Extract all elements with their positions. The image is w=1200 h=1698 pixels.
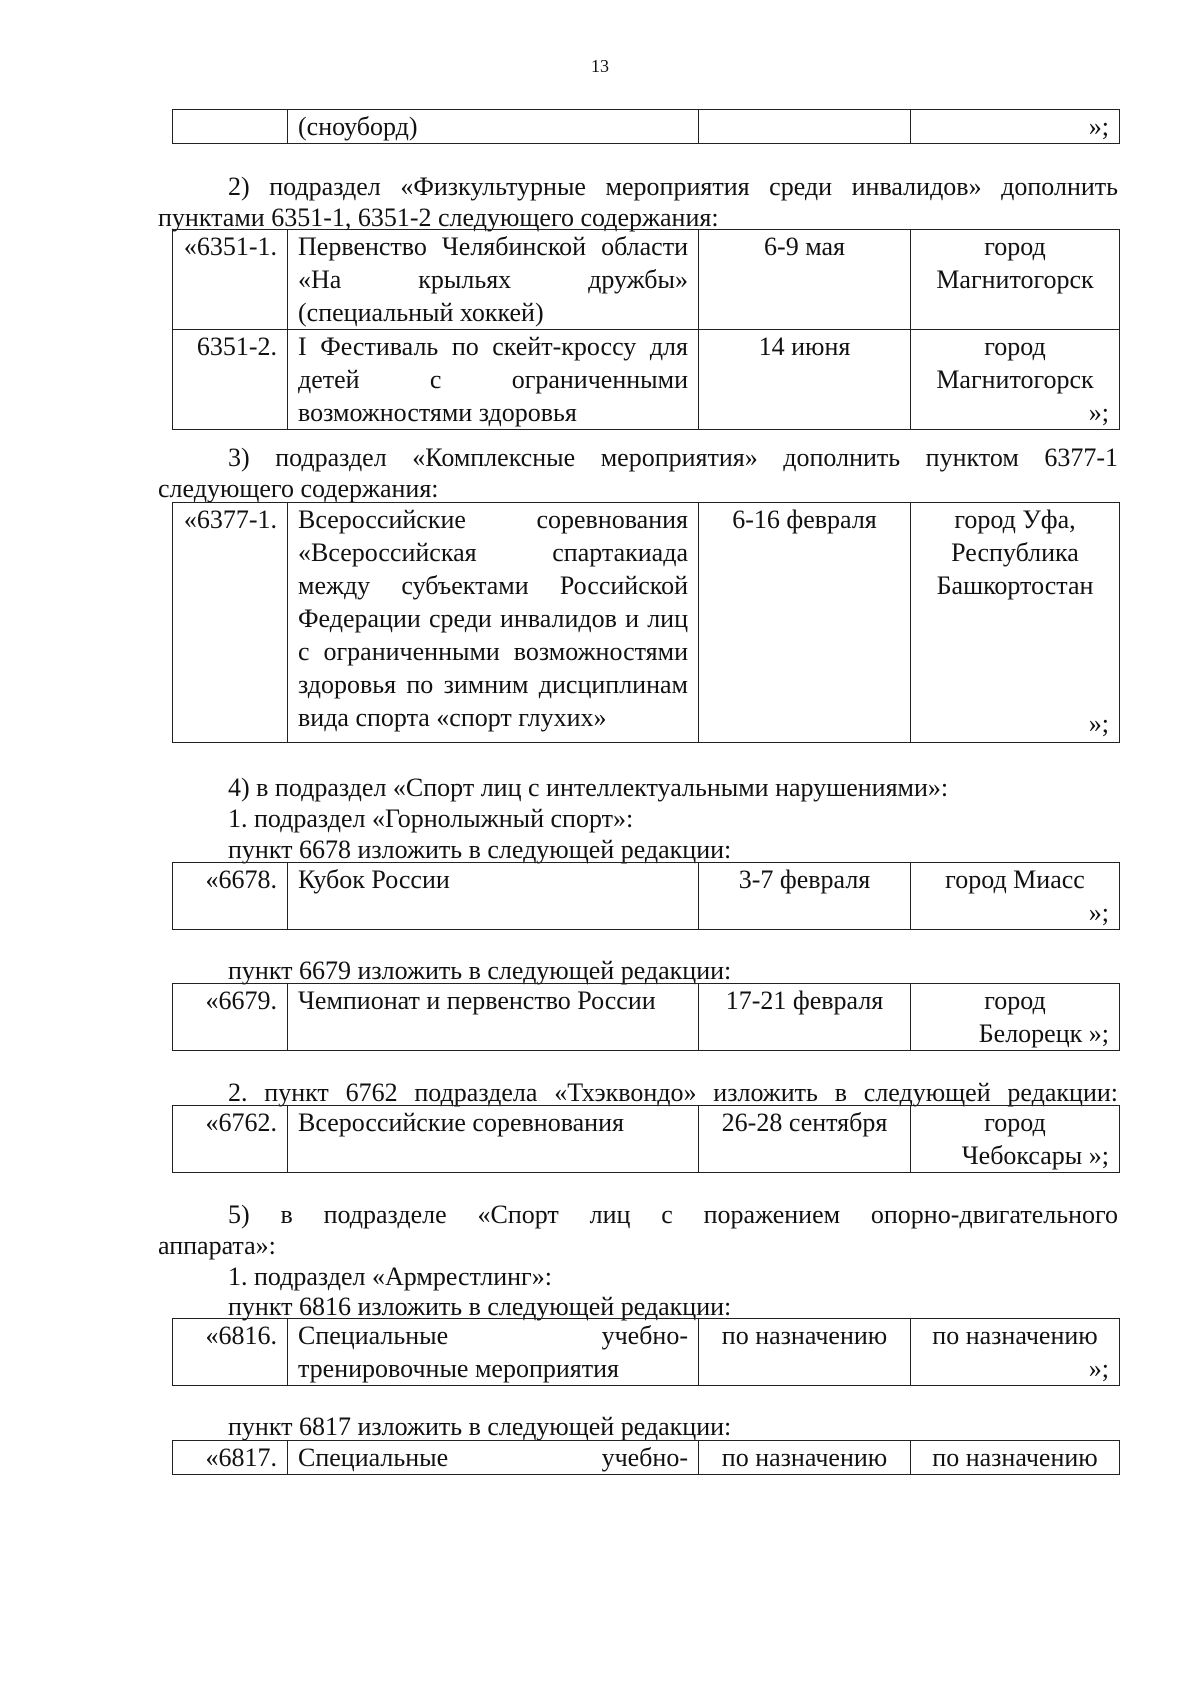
item-number: «6679. bbox=[173, 984, 288, 1051]
table-row bbox=[173, 110, 1120, 144]
event-title: Первенство Челябинской области «На крыльях дружбы» (специальный хоккей) bbox=[288, 230, 699, 330]
event-place-text: город Магнитогорск bbox=[936, 332, 1094, 394]
table-6679 bbox=[172, 983, 1120, 1051]
event-place-text: город Миасс bbox=[945, 865, 1085, 894]
event-place: город Магнитогорск bbox=[911, 230, 1120, 330]
item-number bbox=[173, 110, 288, 144]
table-section2 bbox=[172, 229, 1120, 430]
item-number: «6817. bbox=[173, 1441, 288, 1475]
event-title: Специальные учебно- bbox=[288, 1441, 699, 1475]
section4-line2: 1. подраздел «Горнолыжный спорт»: bbox=[228, 804, 634, 833]
event-date: по назначению bbox=[699, 1441, 911, 1475]
table-6762 bbox=[172, 1105, 1120, 1173]
table-row bbox=[173, 230, 1120, 330]
section3-line2: следующего содержания: bbox=[158, 474, 439, 503]
closing-quote: »; bbox=[1088, 112, 1109, 141]
event-place-text: город bbox=[984, 986, 1046, 1015]
event-date: 14 июня bbox=[699, 330, 911, 430]
table-6678 bbox=[172, 862, 1120, 930]
section3-line1: 3) подраздел «Комплексные мероприятия» дополнить пунктом 6377-1 bbox=[228, 443, 1118, 472]
event-place bbox=[911, 1106, 1120, 1173]
section5-line1: 5) в подразделе «Спорт лиц с поражением опорно-двигательного bbox=[228, 1200, 1118, 1229]
table-row bbox=[173, 1441, 1120, 1475]
page-number: 13 bbox=[591, 56, 609, 76]
event-date: 26-28 сентября bbox=[699, 1106, 911, 1173]
item-number: «6762. bbox=[173, 1106, 288, 1173]
table-row bbox=[173, 984, 1120, 1051]
event-date: 6-9 мая bbox=[699, 230, 911, 330]
event-date: 17-21 февраля bbox=[699, 984, 911, 1051]
section2-line1: 2) подраздел «Физкультурные мероприятия среди инвалидов» дополнить bbox=[228, 172, 1118, 201]
event-place bbox=[911, 1319, 1120, 1386]
event-title: (сноуборд) bbox=[288, 110, 699, 144]
section2-line2: пунктами 6351-1, 6351-2 следующего содержания: bbox=[158, 203, 719, 232]
text-6817: пункт 6817 изложить в следующей редакции: bbox=[228, 1412, 732, 1441]
event-place-closing: Чебоксары »; bbox=[961, 1141, 1109, 1170]
table-continuation bbox=[172, 109, 1120, 144]
table-row bbox=[173, 863, 1120, 930]
table-row bbox=[173, 1319, 1120, 1386]
event-title: I Фестиваль по скейт-кроссу для детей с ограниченными возможностями здоровья bbox=[288, 330, 699, 430]
table-6817 bbox=[172, 1440, 1120, 1475]
event-place: по назначению bbox=[911, 1441, 1120, 1475]
section4-line3: пункт 6678 изложить в следующей редакции: bbox=[228, 835, 732, 864]
event-date: по назначению bbox=[699, 1319, 911, 1386]
closing-quote: »; bbox=[1088, 1354, 1109, 1383]
section5-line2: аппарата»: bbox=[158, 1231, 276, 1260]
closing-quote: »; bbox=[1088, 709, 1109, 738]
event-place-text: город bbox=[984, 1108, 1046, 1137]
closing-quote: »; bbox=[1088, 898, 1109, 927]
text-6679: пункт 6679 изложить в следующей редакции: bbox=[228, 956, 732, 985]
event-place bbox=[911, 330, 1120, 430]
event-place bbox=[911, 503, 1120, 743]
event-title: Специальные учебно-тренировочные мероприятия bbox=[288, 1319, 699, 1386]
item-number: «6377-1. bbox=[173, 503, 288, 743]
event-title: Всероссийские соревнования «Всероссийская спартакиада между субъектами Российской Федерации среди инвалидов и лиц с ограниченными возможностями здоровья по зимним дисциплинам вида спорта «спорт глухих» bbox=[288, 503, 699, 743]
table-section3 bbox=[172, 502, 1120, 743]
item-number: 6351-2. bbox=[173, 330, 288, 430]
section4-line1: 4) в подраздел «Спорт лиц с интеллектуальными нарушениями»: bbox=[228, 773, 949, 802]
item-number: «6351-1. bbox=[173, 230, 288, 330]
table-row bbox=[173, 503, 1120, 743]
section5-line4: пункт 6816 изложить в следующей редакции: bbox=[228, 1292, 732, 1321]
event-place-closing: Белорецк »; bbox=[978, 1019, 1109, 1048]
text-6762: 2. пункт 6762 подраздела «Тхэквондо» изложить в следующей редакции: bbox=[228, 1078, 1118, 1107]
item-number: «6678. bbox=[173, 863, 288, 930]
event-title: Всероссийские соревнования bbox=[288, 1106, 699, 1173]
table-row bbox=[173, 330, 1120, 430]
event-place bbox=[911, 110, 1120, 144]
table-6816 bbox=[172, 1318, 1120, 1386]
event-place bbox=[911, 984, 1120, 1051]
closing-quote: »; bbox=[1088, 398, 1109, 427]
event-date: 6-16 февраля bbox=[699, 503, 911, 743]
event-place-text: по назначению bbox=[932, 1321, 1098, 1350]
event-date: 3-7 февраля bbox=[699, 863, 911, 930]
event-place-text: город Уфа, Республика Башкортостан bbox=[936, 505, 1094, 600]
item-number: «6816. bbox=[173, 1319, 288, 1386]
event-date bbox=[699, 110, 911, 144]
event-title: Кубок России bbox=[288, 863, 699, 930]
section5-line3: 1. подраздел «Армрестлинг»: bbox=[228, 1262, 552, 1291]
table-row bbox=[173, 1106, 1120, 1173]
event-place bbox=[911, 863, 1120, 930]
event-title: Чемпионат и первенство России bbox=[288, 984, 699, 1051]
